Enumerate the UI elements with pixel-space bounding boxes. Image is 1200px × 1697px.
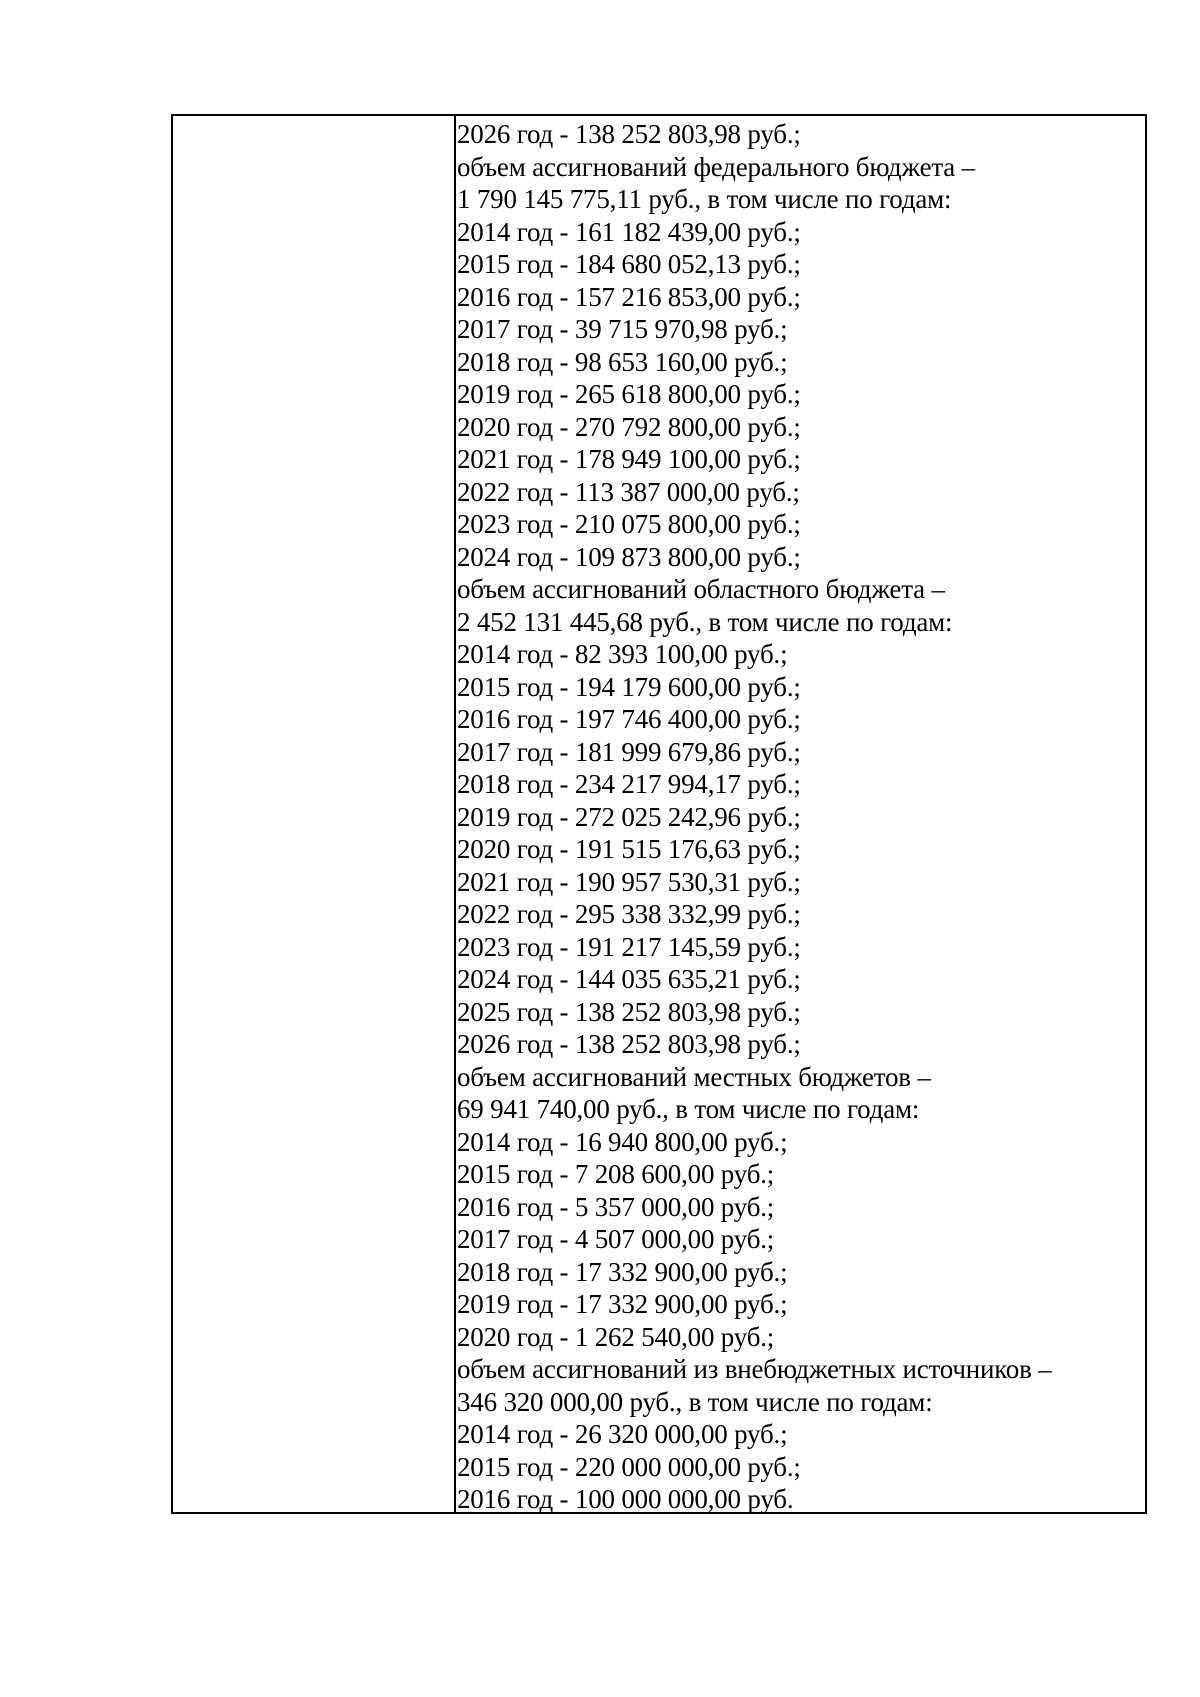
text-line: 2015 год - 194 179 600,00 руб.; bbox=[457, 671, 801, 702]
text-line: 2020 год - 191 515 176,63 руб.; bbox=[457, 834, 801, 864]
text-line: 2019 год - 17 332 900,00 руб.; bbox=[457, 1289, 788, 1319]
text-line: 2024 год - 109 873 800,00 руб.; bbox=[457, 541, 801, 572]
text-line: 2022 год - 295 338 332,99 руб.; bbox=[457, 899, 801, 929]
text-line: объем ассигнований федерального бюджета – bbox=[457, 151, 975, 182]
text-line: 2017 год - 4 507 000,00 руб.; bbox=[457, 1224, 775, 1254]
table-cell-right bbox=[456, 116, 1145, 1512]
text-line: 2014 год - 16 940 800,00 руб.; bbox=[457, 1126, 788, 1157]
text-line: 2016 год - 157 216 853,00 руб.; bbox=[457, 281, 801, 312]
text-line: объем ассигнований из внебюджетных источников – bbox=[457, 1354, 1052, 1384]
budget-table bbox=[171, 114, 1147, 1514]
text-line: 2018 год - 17 332 900,00 руб.; bbox=[457, 1256, 788, 1287]
text-line: 2 452 131 445,68 руб., в том числе по годам: bbox=[457, 606, 953, 637]
text-line: 2019 год - 265 618 800,00 руб.; bbox=[457, 379, 801, 409]
text-line: 2023 год - 210 075 800,00 руб.; bbox=[457, 509, 801, 539]
text-line: 2026 год - 138 252 803,98 руб.; bbox=[457, 119, 801, 149]
text-line: 2016 год - 100 000 000,00 руб. bbox=[457, 1484, 794, 1514]
text-line: 2018 год - 98 653 160,00 руб.; bbox=[457, 346, 788, 377]
text-line: объем ассигнований местных бюджетов – bbox=[457, 1061, 931, 1092]
text-line: 2023 год - 191 217 145,59 руб.; bbox=[457, 931, 801, 962]
text-line: 2026 год - 138 252 803,98 руб.; bbox=[457, 1029, 801, 1059]
text-line: 2014 год - 161 182 439,00 руб.; bbox=[457, 216, 801, 247]
text-line: 2025 год - 138 252 803,98 руб.; bbox=[457, 996, 801, 1027]
text-line: 2024 год - 144 035 635,21 руб.; bbox=[457, 964, 801, 994]
text-line: 2021 год - 190 957 530,31 руб.; bbox=[457, 866, 801, 897]
text-line: 2021 год - 178 949 100,00 руб.; bbox=[457, 444, 801, 474]
text-line: 1 790 145 775,11 руб., в том числе по годам: bbox=[457, 184, 952, 214]
text-line: 2015 год - 184 680 052,13 руб.; bbox=[457, 249, 801, 279]
text-line: 2020 год - 270 792 800,00 руб.; bbox=[457, 411, 801, 442]
text-line: 2017 год - 39 715 970,98 руб.; bbox=[457, 314, 788, 344]
text-line: 2015 год - 220 000 000,00 руб.; bbox=[457, 1451, 801, 1482]
text-line: 2016 год - 197 746 400,00 руб.; bbox=[457, 704, 801, 734]
text-line: 2019 год - 272 025 242,96 руб.; bbox=[457, 801, 801, 832]
text-line: 2022 год - 113 387 000,00 руб.; bbox=[457, 476, 800, 507]
text-line: 2015 год - 7 208 600,00 руб.; bbox=[457, 1159, 775, 1189]
text-line: 2017 год - 181 999 679,86 руб.; bbox=[457, 736, 801, 767]
text-line: 2018 год - 234 217 994,17 руб.; bbox=[457, 769, 801, 799]
text-line: 2016 год - 5 357 000,00 руб.; bbox=[457, 1191, 775, 1222]
text-line: объем ассигнований областного бюджета – bbox=[457, 574, 945, 604]
table-cell-left bbox=[173, 116, 456, 1512]
text-line: 69 941 740,00 руб., в том числе по годам: bbox=[457, 1094, 920, 1124]
text-line: 346 320 000,00 руб., в том числе по годам: bbox=[457, 1386, 933, 1417]
text-line: 2020 год - 1 262 540,00 руб.; bbox=[457, 1321, 775, 1352]
text-line: 2014 год - 26 320 000,00 руб.; bbox=[457, 1419, 788, 1449]
text-line: 2014 год - 82 393 100,00 руб.; bbox=[457, 639, 788, 669]
